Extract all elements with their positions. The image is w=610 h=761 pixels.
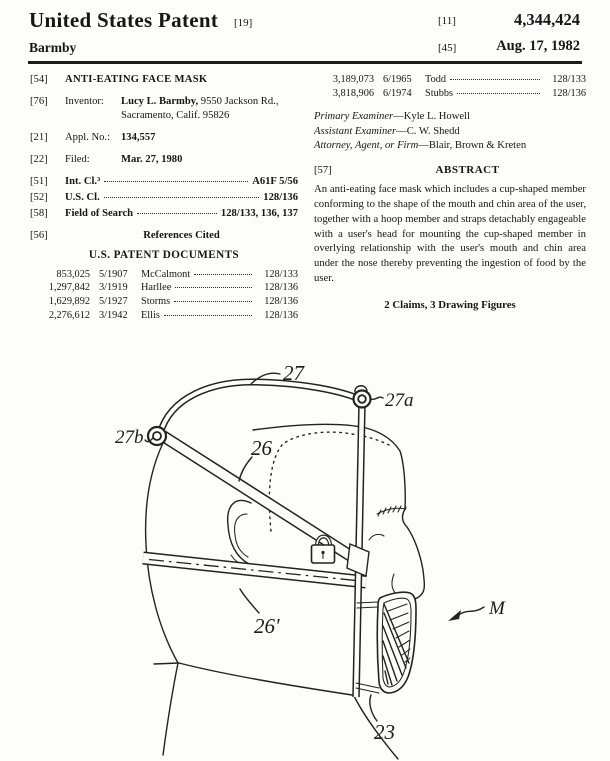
strap-end-buckle	[347, 544, 369, 576]
us-cl-field	[30, 191, 298, 205]
patent-citation-row	[30, 295, 298, 309]
rear-ring	[148, 427, 166, 445]
field-label: Inventor:	[65, 95, 104, 107]
inventor-surname: Barmby	[29, 40, 77, 55]
dot-leader	[174, 301, 252, 302]
right-column	[314, 73, 586, 312]
dot-leader	[457, 93, 540, 94]
title-field	[30, 73, 298, 87]
inventor-address1: 9550 Jackson Rd.,	[200, 95, 279, 107]
field-label: Field of Search	[65, 207, 134, 219]
dot-leader	[175, 287, 252, 288]
citation-number: 1,629,892	[48, 296, 90, 308]
field-code: [76]	[30, 95, 48, 107]
inventor-address2: Sacramento, Calif. 95826	[121, 109, 230, 121]
field-code: [21]	[30, 131, 48, 143]
field-code: [52]	[30, 191, 48, 203]
field-code: [51]	[30, 175, 48, 187]
figure-label-27: 27	[283, 361, 304, 385]
issue-date: Aug. 17, 1982	[496, 38, 580, 54]
citation-class: 128/133	[264, 268, 298, 280]
inventor-field	[30, 95, 298, 123]
head-profile	[146, 424, 425, 759]
header-rule	[28, 61, 582, 64]
attorney-name: —Blair, Brown & Kreten	[418, 140, 527, 152]
citation-number: 3,818,906	[332, 87, 374, 99]
application-number-field	[30, 131, 298, 145]
citation-class: 128/136	[264, 310, 298, 322]
invention-title: ANTI-EATING FACE MASK	[65, 74, 208, 85]
int-cl-value: A61F 5/56	[252, 175, 298, 187]
dot-leader	[104, 197, 260, 198]
patent-citation-row	[30, 268, 298, 282]
citation-name: Todd	[425, 74, 447, 85]
patent-citation-row	[30, 309, 298, 323]
filing-date: Mar. 27, 1980	[121, 153, 183, 165]
mask-cup	[356, 592, 416, 693]
figure-label-26: 26	[251, 436, 272, 460]
abstract-text: An anti-eating face mask which includes a cup-shaped member conforming to the shape of the mouth and chin area of the user, together with a hoop member and straps detachably engageable with a user's head for mounting the cup-shaped member in overlying relationship with the user's mouth and chin area under the nose thereby preventing the ingestion of food by the user.	[314, 183, 586, 284]
references-cited-row	[30, 229, 298, 243]
field-of-search-value: 128/133, 136, 137	[220, 207, 298, 219]
kind-code-bracket: [19]	[234, 17, 253, 29]
ear	[228, 500, 253, 566]
application-number: 134,557	[121, 131, 156, 143]
citation-date: 6/1965	[383, 74, 412, 85]
patent-citation-row	[30, 281, 298, 295]
attorney-line	[314, 139, 586, 154]
abstract-heading-row	[314, 163, 586, 178]
primary-examiner-line	[314, 110, 586, 125]
dot-leader	[104, 181, 248, 182]
citation-number: 3,189,073	[332, 74, 374, 85]
patent-citation-row	[314, 87, 586, 101]
citation-class: 128/136	[552, 87, 586, 99]
field-code: [58]	[30, 207, 48, 219]
front-ring	[354, 386, 371, 408]
examiners-block	[314, 110, 586, 154]
citation-date: 3/1919	[99, 282, 128, 294]
dot-leader	[137, 213, 217, 214]
citation-number: 853,025	[56, 268, 90, 280]
us-cl-value: 128/136	[263, 191, 298, 203]
citation-name: Harllee	[141, 282, 172, 294]
document-title: United States Patent	[29, 8, 219, 32]
field-code: [54]	[30, 74, 48, 85]
field-of-search	[30, 207, 298, 221]
date-bracket: [45]	[438, 42, 457, 54]
citation-number: 2,276,612	[48, 310, 90, 322]
citation-name: McCalmont	[141, 268, 191, 280]
m-arrow-head	[448, 610, 461, 621]
field-label: U.S. Cl.	[65, 191, 100, 203]
us-patent-documents-heading: U.S. PATENT DOCUMENTS	[88, 248, 240, 261]
inventor-name: Lucy L. Barmby,	[121, 95, 199, 107]
references-cited-heading: References Cited	[143, 229, 220, 241]
figure-label-27b: 27b	[115, 427, 144, 448]
examiner-label: Primary Examiner	[314, 110, 394, 122]
assistant-examiner-line	[314, 125, 586, 140]
hoop-member	[160, 382, 362, 434]
figure-label-26-prime: 26'	[254, 614, 280, 638]
citation-number: 1,297,842	[48, 282, 90, 294]
field-code: [56]	[30, 229, 48, 241]
filed-field	[30, 153, 298, 167]
patent-number: 4,344,424	[514, 10, 580, 29]
citation-date: 5/1927	[99, 296, 128, 308]
citation-name: Stubbs	[425, 87, 454, 99]
figure-label-m: M	[489, 598, 505, 619]
field-label: Appl. No.:	[65, 131, 111, 143]
patent-drawing	[0, 341, 610, 761]
examiner-name: —Kyle L. Howell	[393, 110, 470, 122]
attorney-label: Attorney, Agent, or Firm	[314, 140, 419, 152]
citation-date: 3/1942	[99, 310, 128, 322]
citation-date: 6/1974	[383, 87, 412, 99]
citation-class: 128/136	[264, 296, 298, 308]
dot-leader	[164, 315, 252, 316]
patent-citation-row	[314, 73, 586, 87]
int-cl-field	[30, 175, 298, 189]
dot-leader	[450, 79, 540, 80]
citation-name: Ellis	[141, 310, 160, 322]
left-column	[30, 73, 298, 323]
citation-name: Storms	[141, 296, 171, 308]
abstract-heading: ABSTRACT	[435, 164, 500, 177]
claims-line: 2 Claims, 3 Drawing Figures	[384, 298, 516, 311]
citation-date: 5/1907	[99, 268, 128, 280]
field-label: Int. Cl.³	[65, 175, 101, 187]
figure-label-27a: 27a	[385, 390, 414, 411]
patent-number-bracket: [11]	[438, 15, 456, 27]
citation-class: 128/133	[552, 74, 586, 85]
field-label: Filed:	[65, 153, 90, 165]
examiner-name: —C. W. Shedd	[396, 125, 460, 137]
figure-label-23: 23	[374, 720, 395, 744]
examiner-label: Assistant Examiner	[314, 125, 397, 137]
field-code: [22]	[30, 153, 48, 165]
inventor-name-address	[121, 95, 278, 123]
field-code: [57]	[314, 165, 332, 177]
citation-class: 128/136	[264, 282, 298, 294]
dot-leader	[194, 274, 252, 275]
